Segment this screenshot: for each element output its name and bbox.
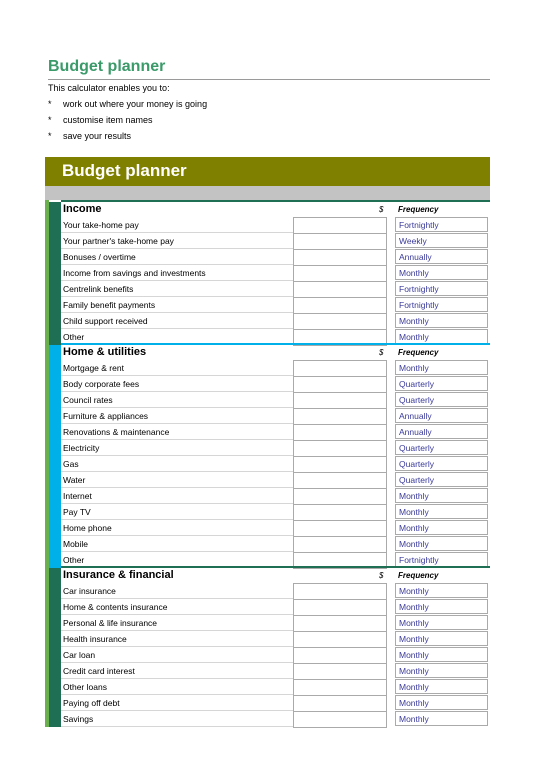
section-accent-bar xyxy=(49,202,61,345)
section-header xyxy=(61,568,490,583)
item-label[interactable]: Family benefit payments xyxy=(63,300,156,310)
amount-column-header: $ xyxy=(379,205,384,214)
item-label[interactable]: Income from savings and investments xyxy=(63,268,206,278)
frequency-select[interactable]: Monthly xyxy=(395,599,488,614)
amount-input[interactable] xyxy=(293,663,387,680)
amount-input[interactable] xyxy=(293,679,387,696)
amount-input[interactable] xyxy=(293,313,387,330)
item-label[interactable]: Furniture & appliances xyxy=(63,411,149,421)
item-label[interactable]: Other loans xyxy=(63,682,107,692)
budget-item-row xyxy=(61,536,490,552)
budget-item-row xyxy=(61,297,490,313)
budget-item-row xyxy=(61,488,490,504)
feature-text: work out where your money is going xyxy=(63,99,208,109)
amount-input[interactable] xyxy=(293,233,387,250)
item-label[interactable]: Bonuses / overtime xyxy=(63,252,136,262)
amount-input[interactable] xyxy=(293,711,387,728)
feature-list-item xyxy=(48,113,207,129)
amount-column-header: $ xyxy=(379,571,384,580)
item-label[interactable]: Health insurance xyxy=(63,634,127,644)
frequency-select[interactable]: Weekly xyxy=(395,233,488,248)
frequency-select[interactable]: Monthly xyxy=(395,520,488,535)
item-label[interactable]: Body corporate fees xyxy=(63,379,140,389)
bullet-marker: * xyxy=(48,99,52,109)
budget-item-row xyxy=(61,281,490,297)
amount-input[interactable] xyxy=(293,297,387,314)
item-label[interactable]: Savings xyxy=(63,714,94,724)
item-label[interactable]: Your take-home pay xyxy=(63,220,139,230)
frequency-select[interactable]: Quarterly xyxy=(395,376,488,391)
amount-input[interactable] xyxy=(293,488,387,505)
budget-item-row xyxy=(61,392,490,408)
item-label[interactable]: Child support received xyxy=(63,316,148,326)
frequency-select[interactable]: Monthly xyxy=(395,695,488,710)
frequency-column-header: Frequency xyxy=(398,348,439,357)
amount-input[interactable] xyxy=(293,456,387,473)
amount-input[interactable] xyxy=(293,599,387,616)
amount-input[interactable] xyxy=(293,376,387,393)
frequency-select[interactable]: Quarterly xyxy=(395,472,488,487)
frequency-select[interactable]: Annually xyxy=(395,408,488,423)
frequency-select[interactable]: Quarterly xyxy=(395,456,488,471)
frequency-select[interactable]: Monthly xyxy=(395,360,488,375)
title-divider xyxy=(48,79,490,80)
planner-banner-title: Budget planner xyxy=(62,161,187,180)
item-label[interactable]: Council rates xyxy=(63,395,113,405)
frequency-select[interactable]: Monthly xyxy=(395,488,488,503)
item-label[interactable]: Gas xyxy=(63,459,79,469)
amount-input[interactable] xyxy=(293,583,387,600)
bullet-marker: * xyxy=(48,115,52,125)
frequency-select[interactable]: Monthly xyxy=(395,504,488,519)
frequency-column-header: Frequency xyxy=(398,571,439,580)
budget-item-row xyxy=(61,408,490,424)
frequency-select[interactable]: Fortnightly xyxy=(395,217,488,232)
item-label[interactable]: Mortgage & rent xyxy=(63,363,124,373)
frequency-select[interactable]: Quarterly xyxy=(395,440,488,455)
feature-list xyxy=(48,97,207,145)
section-title: Home & utilities xyxy=(63,346,147,358)
budget-item-row xyxy=(61,663,490,679)
frequency-select[interactable]: Monthly xyxy=(395,265,488,280)
budget-item-row xyxy=(61,217,490,233)
item-label[interactable]: Renovations & maintenance xyxy=(63,427,170,437)
amount-input[interactable] xyxy=(293,472,387,489)
planner-sidebar xyxy=(45,200,49,727)
budget-item-row xyxy=(61,647,490,663)
budget-item-row xyxy=(61,249,490,265)
frequency-select[interactable]: Monthly xyxy=(395,711,488,726)
amount-column-header: $ xyxy=(379,348,384,357)
amount-input[interactable] xyxy=(293,281,387,298)
item-label[interactable]: Home & contents insurance xyxy=(63,602,168,612)
budget-item-row xyxy=(61,233,490,249)
frequency-select[interactable]: Monthly xyxy=(395,313,488,328)
amount-input[interactable] xyxy=(293,695,387,712)
item-label[interactable]: Home phone xyxy=(63,523,112,533)
row-divider xyxy=(61,726,293,727)
item-label[interactable]: Personal & life insurance xyxy=(63,618,158,628)
budget-item-row xyxy=(61,313,490,329)
amount-input[interactable] xyxy=(293,504,387,521)
budget-item-row xyxy=(61,599,490,615)
budget-item-row xyxy=(61,583,490,599)
amount-input[interactable] xyxy=(293,631,387,648)
budget-item-row xyxy=(61,376,490,392)
page-title: Budget planner xyxy=(48,58,166,75)
section-accent-bar xyxy=(49,568,61,727)
amount-input[interactable] xyxy=(293,647,387,664)
frequency-select[interactable]: Fortnightly xyxy=(395,297,488,312)
planner-header-band xyxy=(45,186,490,200)
amount-input[interactable] xyxy=(293,424,387,441)
feature-text: customise item names xyxy=(63,115,153,125)
frequency-select[interactable]: Fortnightly xyxy=(395,552,488,567)
budget-item-row xyxy=(61,265,490,281)
amount-input[interactable] xyxy=(293,408,387,425)
budget-item-row xyxy=(61,695,490,711)
frequency-select[interactable]: Annually xyxy=(395,424,488,439)
frequency-select[interactable]: Fortnightly xyxy=(395,281,488,296)
intro-text: This calculator enables you to: xyxy=(48,83,170,93)
section-header xyxy=(61,202,490,217)
item-label[interactable]: Mobile xyxy=(63,539,89,549)
budget-item-row xyxy=(61,440,490,456)
budget-item-row xyxy=(61,504,490,520)
item-label[interactable]: Water xyxy=(63,475,86,485)
section-divider xyxy=(61,200,490,202)
item-label[interactable]: Pay TV xyxy=(63,507,91,517)
budget-item-row xyxy=(61,679,490,695)
frequency-select[interactable]: Monthly xyxy=(395,663,488,678)
section-title: Insurance & financial xyxy=(63,569,174,581)
frequency-select[interactable]: Monthly xyxy=(395,536,488,551)
item-label[interactable]: Your partner's take-home pay xyxy=(63,236,174,246)
feature-list-item xyxy=(48,129,207,145)
budget-item-row xyxy=(61,424,490,440)
frequency-select[interactable]: Monthly xyxy=(395,647,488,662)
bullet-marker: * xyxy=(48,131,52,141)
budget-item-row xyxy=(61,360,490,376)
frequency-select[interactable]: Monthly xyxy=(395,329,488,344)
frequency-select[interactable]: Annually xyxy=(395,249,488,264)
amount-input[interactable] xyxy=(293,536,387,553)
frequency-select[interactable]: Monthly xyxy=(395,679,488,694)
item-label[interactable]: Car insurance xyxy=(63,586,116,596)
item-label[interactable]: Centrelink benefits xyxy=(63,284,134,294)
amount-input[interactable] xyxy=(293,217,387,234)
budget-item-row xyxy=(61,456,490,472)
budget-item-row xyxy=(61,711,490,727)
feature-text: save your results xyxy=(63,131,132,141)
item-label[interactable]: Electricity xyxy=(63,443,100,453)
frequency-column-header: Frequency xyxy=(398,205,439,214)
amount-input[interactable] xyxy=(293,265,387,282)
amount-input[interactable] xyxy=(293,440,387,457)
item-label[interactable]: Credit card interest xyxy=(63,666,135,676)
section-title: Income xyxy=(63,203,102,215)
amount-input[interactable] xyxy=(293,392,387,409)
feature-list-item xyxy=(48,97,207,113)
item-label[interactable]: Car loan xyxy=(63,650,96,660)
amount-input[interactable] xyxy=(293,520,387,537)
item-label[interactable]: Other xyxy=(63,332,85,342)
amount-input[interactable] xyxy=(293,615,387,632)
frequency-select[interactable]: Quarterly xyxy=(395,392,488,407)
budget-item-row xyxy=(61,472,490,488)
section-divider xyxy=(61,566,490,568)
budget-item-row xyxy=(61,615,490,631)
budget-item-row xyxy=(61,631,490,647)
amount-input[interactable] xyxy=(293,360,387,377)
frequency-select[interactable]: Monthly xyxy=(395,583,488,598)
section-divider xyxy=(61,343,490,345)
item-label[interactable]: Paying off debt xyxy=(63,698,120,708)
section-accent-bar xyxy=(49,345,61,568)
amount-input[interactable] xyxy=(293,249,387,266)
frequency-select[interactable]: Monthly xyxy=(395,631,488,646)
item-label[interactable]: Internet xyxy=(63,491,92,501)
item-label[interactable]: Other xyxy=(63,555,85,565)
section-header xyxy=(61,345,490,360)
frequency-select[interactable]: Monthly xyxy=(395,615,488,630)
budget-item-row xyxy=(61,520,490,536)
